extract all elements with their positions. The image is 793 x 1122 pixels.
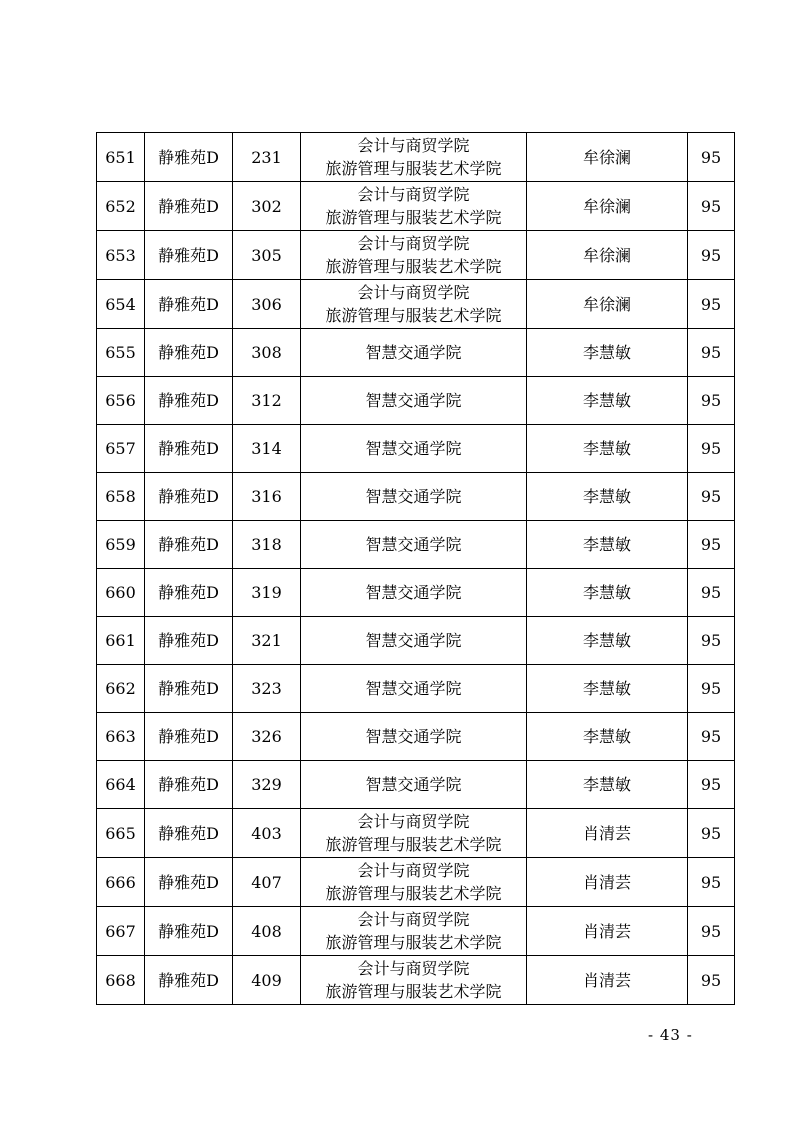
college-name: 会计与商贸学院 xyxy=(357,136,470,155)
score-cell: 95 xyxy=(688,809,735,858)
building-cell: 静雅苑D xyxy=(145,665,233,713)
room-cell: 306 xyxy=(233,280,301,329)
building-cell: 静雅苑D xyxy=(145,280,233,329)
inspector-name-cell: 牟徐澜 xyxy=(527,231,688,280)
room-cell: 408 xyxy=(233,907,301,956)
building-cell: 静雅苑D xyxy=(145,473,233,521)
score-cell: 95 xyxy=(688,473,735,521)
college-name: 旅游管理与服装艺术学院 xyxy=(325,208,502,227)
score-cell: 95 xyxy=(688,329,735,377)
college-name: 智慧交通学院 xyxy=(365,535,462,554)
score-cell: 95 xyxy=(688,569,735,617)
score-cell: 95 xyxy=(688,713,735,761)
building-cell: 静雅苑D xyxy=(145,761,233,809)
row-number-cell: 663 xyxy=(97,713,145,761)
college-name: 会计与商贸学院 xyxy=(357,910,470,929)
room-cell: 326 xyxy=(233,713,301,761)
score-cell: 95 xyxy=(688,182,735,231)
score-cell: 95 xyxy=(688,907,735,956)
room-cell: 302 xyxy=(233,182,301,231)
inspector-name-cell: 李慧敏 xyxy=(527,521,688,569)
college-cell xyxy=(301,521,527,569)
table-row xyxy=(97,231,735,280)
inspector-name-cell: 李慧敏 xyxy=(527,473,688,521)
table-row xyxy=(97,713,735,761)
college-name: 旅游管理与服装艺术学院 xyxy=(325,884,502,903)
college-name: 会计与商贸学院 xyxy=(357,861,470,880)
college-cell xyxy=(301,231,527,280)
score-cell: 95 xyxy=(688,377,735,425)
building-cell: 静雅苑D xyxy=(145,329,233,377)
score-cell: 95 xyxy=(688,133,735,182)
room-cell: 321 xyxy=(233,617,301,665)
college-cell xyxy=(301,713,527,761)
row-number-cell: 660 xyxy=(97,569,145,617)
college-name: 智慧交通学院 xyxy=(365,775,462,794)
row-number-cell: 658 xyxy=(97,473,145,521)
building-cell: 静雅苑D xyxy=(145,956,233,1005)
table-row xyxy=(97,956,735,1005)
college-name: 智慧交通学院 xyxy=(365,679,462,698)
college-cell xyxy=(301,761,527,809)
row-number-cell: 659 xyxy=(97,521,145,569)
building-cell: 静雅苑D xyxy=(145,569,233,617)
building-cell: 静雅苑D xyxy=(145,182,233,231)
table-row xyxy=(97,280,735,329)
college-name: 旅游管理与服装艺术学院 xyxy=(325,159,502,178)
table-row xyxy=(97,329,735,377)
table-row xyxy=(97,907,735,956)
room-cell: 329 xyxy=(233,761,301,809)
table-row xyxy=(97,761,735,809)
score-cell: 95 xyxy=(688,280,735,329)
dormitory-score-table xyxy=(96,132,735,1005)
college-name: 智慧交通学院 xyxy=(365,727,462,746)
row-number-cell: 661 xyxy=(97,617,145,665)
row-number-cell: 668 xyxy=(97,956,145,1005)
room-cell: 316 xyxy=(233,473,301,521)
building-cell: 静雅苑D xyxy=(145,231,233,280)
row-number-cell: 665 xyxy=(97,809,145,858)
building-cell: 静雅苑D xyxy=(145,377,233,425)
row-number-cell: 657 xyxy=(97,425,145,473)
building-cell: 静雅苑D xyxy=(145,809,233,858)
college-cell xyxy=(301,858,527,907)
college-cell xyxy=(301,665,527,713)
room-cell: 318 xyxy=(233,521,301,569)
inspector-name-cell: 李慧敏 xyxy=(527,377,688,425)
college-cell xyxy=(301,425,527,473)
room-cell: 407 xyxy=(233,858,301,907)
room-cell: 403 xyxy=(233,809,301,858)
inspector-name-cell: 李慧敏 xyxy=(527,665,688,713)
row-number-cell: 654 xyxy=(97,280,145,329)
college-cell xyxy=(301,617,527,665)
inspector-name-cell: 李慧敏 xyxy=(527,569,688,617)
building-cell: 静雅苑D xyxy=(145,907,233,956)
page-number: - 43 - xyxy=(648,1026,693,1044)
score-cell: 95 xyxy=(688,956,735,1005)
score-cell: 95 xyxy=(688,761,735,809)
room-cell: 312 xyxy=(233,377,301,425)
college-name: 智慧交通学院 xyxy=(365,583,462,602)
college-name: 旅游管理与服装艺术学院 xyxy=(325,933,502,952)
table-row xyxy=(97,473,735,521)
room-cell: 305 xyxy=(233,231,301,280)
college-cell xyxy=(301,956,527,1005)
college-cell xyxy=(301,569,527,617)
row-number-cell: 667 xyxy=(97,907,145,956)
row-number-cell: 666 xyxy=(97,858,145,907)
table-body xyxy=(97,133,735,1005)
table-row xyxy=(97,569,735,617)
college-name: 会计与商贸学院 xyxy=(357,283,470,302)
college-name: 会计与商贸学院 xyxy=(357,185,470,204)
college-name: 会计与商贸学院 xyxy=(357,959,470,978)
inspector-name-cell: 牟徐澜 xyxy=(527,133,688,182)
row-number-cell: 653 xyxy=(97,231,145,280)
building-cell: 静雅苑D xyxy=(145,858,233,907)
room-cell: 231 xyxy=(233,133,301,182)
college-cell xyxy=(301,329,527,377)
table-row xyxy=(97,182,735,231)
college-cell xyxy=(301,280,527,329)
score-cell: 95 xyxy=(688,665,735,713)
table-row xyxy=(97,858,735,907)
room-cell: 409 xyxy=(233,956,301,1005)
room-cell: 323 xyxy=(233,665,301,713)
inspector-name-cell: 李慧敏 xyxy=(527,329,688,377)
inspector-name-cell: 李慧敏 xyxy=(527,713,688,761)
table-row xyxy=(97,617,735,665)
building-cell: 静雅苑D xyxy=(145,133,233,182)
inspector-name-cell: 牟徐澜 xyxy=(527,280,688,329)
row-number-cell: 652 xyxy=(97,182,145,231)
college-cell xyxy=(301,473,527,521)
college-name: 智慧交通学院 xyxy=(365,343,462,362)
inspector-name-cell: 肖清芸 xyxy=(527,809,688,858)
college-name: 旅游管理与服装艺术学院 xyxy=(325,982,502,1001)
college-cell xyxy=(301,809,527,858)
building-cell: 静雅苑D xyxy=(145,617,233,665)
row-number-cell: 655 xyxy=(97,329,145,377)
building-cell: 静雅苑D xyxy=(145,521,233,569)
college-name: 会计与商贸学院 xyxy=(357,812,470,831)
table-row xyxy=(97,425,735,473)
college-name: 旅游管理与服装艺术学院 xyxy=(325,306,502,325)
college-name: 智慧交通学院 xyxy=(365,391,462,410)
table-row xyxy=(97,133,735,182)
score-cell: 95 xyxy=(688,231,735,280)
score-cell: 95 xyxy=(688,858,735,907)
college-cell xyxy=(301,133,527,182)
score-cell: 95 xyxy=(688,521,735,569)
college-cell xyxy=(301,907,527,956)
college-name: 会计与商贸学院 xyxy=(357,234,470,253)
inspector-name-cell: 李慧敏 xyxy=(527,425,688,473)
inspector-name-cell: 李慧敏 xyxy=(527,761,688,809)
row-number-cell: 662 xyxy=(97,665,145,713)
inspector-name-cell: 牟徐澜 xyxy=(527,182,688,231)
row-number-cell: 656 xyxy=(97,377,145,425)
table-row xyxy=(97,809,735,858)
inspector-name-cell: 肖清芸 xyxy=(527,858,688,907)
room-cell: 314 xyxy=(233,425,301,473)
table-row xyxy=(97,521,735,569)
building-cell: 静雅苑D xyxy=(145,713,233,761)
room-cell: 308 xyxy=(233,329,301,377)
college-name: 旅游管理与服装艺术学院 xyxy=(325,835,502,854)
college-cell xyxy=(301,182,527,231)
college-name: 智慧交通学院 xyxy=(365,631,462,650)
college-name: 智慧交通学院 xyxy=(365,439,462,458)
inspector-name-cell: 肖清芸 xyxy=(527,907,688,956)
building-cell: 静雅苑D xyxy=(145,425,233,473)
score-cell: 95 xyxy=(688,617,735,665)
table-row xyxy=(97,665,735,713)
score-cell: 95 xyxy=(688,425,735,473)
row-number-cell: 664 xyxy=(97,761,145,809)
room-cell: 319 xyxy=(233,569,301,617)
college-cell xyxy=(301,377,527,425)
college-name: 旅游管理与服装艺术学院 xyxy=(325,257,502,276)
table-row xyxy=(97,377,735,425)
inspector-name-cell: 肖清芸 xyxy=(527,956,688,1005)
college-name: 智慧交通学院 xyxy=(365,487,462,506)
inspector-name-cell: 李慧敏 xyxy=(527,617,688,665)
row-number-cell: 651 xyxy=(97,133,145,182)
